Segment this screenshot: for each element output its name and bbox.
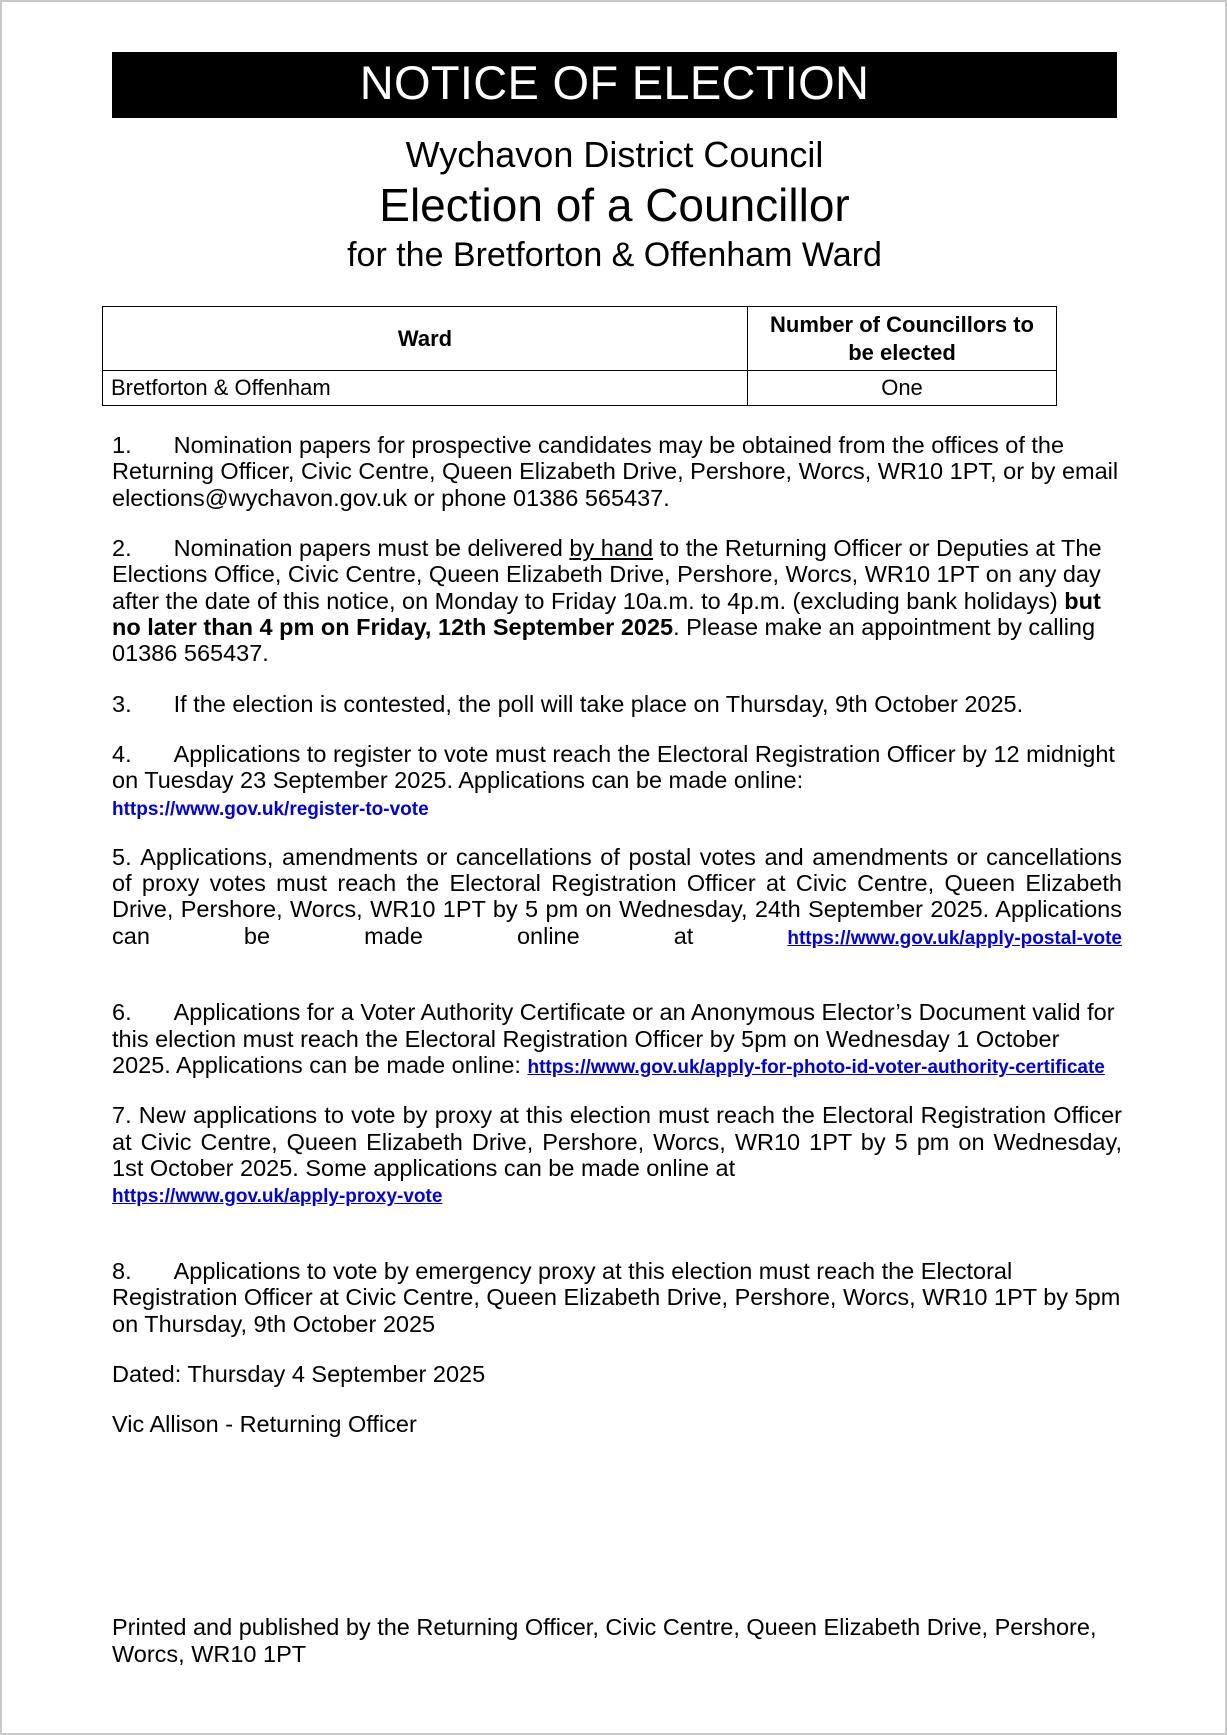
- returning-officer-signature: Vic Allison - Returning Officer: [112, 1411, 417, 1438]
- paragraph-7: [112, 1102, 1122, 1234]
- column-header-councillor-count: Number of Councillors to be elected: [748, 307, 1057, 371]
- table-header-row: [103, 307, 1057, 371]
- paragraph-3: [112, 691, 1122, 717]
- paragraph-3-text: If the election is contested, the poll will take place on Thursday, 9th October 2025.: [173, 690, 1024, 717]
- cell-councillor-count: One: [748, 371, 1057, 406]
- ward-subtitle: for the Bretforton & Offenham Ward: [347, 235, 882, 274]
- notice-banner-title: NOTICE OF ELECTION: [112, 52, 1117, 118]
- document-footer: Printed and published by the Returning Officer, Civic Centre, Queen Elizabeth Drive, Pershore, Worcs, WR10 1PT: [112, 1614, 1097, 1668]
- document-content: [112, 52, 1122, 1461]
- paragraph-2-text-c: . Please make an appointment by calling 01386 565437.: [112, 613, 1096, 667]
- cell-ward-name: Bretforton & Offenham: [103, 371, 748, 406]
- paragraph-1-text: Nomination papers for prospective candidates may be obtained from the offices of the Returning Officer, Civic Centre, Queen Elizabeth Drive, Pershore, Worcs, WR10 1PT, or by email elections@wychavon.gov.uk or phone 01386 565437.: [112, 432, 1119, 511]
- paragraph-7-number: 7.: [112, 1102, 132, 1129]
- paragraph-1-number: 1.: [112, 432, 132, 459]
- paragraph-6-number: 6.: [112, 999, 132, 1026]
- paragraph-2-text-a: Nomination papers must be delivered: [173, 535, 570, 562]
- paragraph-4-number: 4.: [112, 740, 132, 767]
- paragraph-2: [112, 535, 1122, 667]
- paragraph-6-text: Applications for a Voter Authority Certificate or an Anonymous Elector’s Document valid for this election must reach the Electoral Registration Officer by 5pm on Wednesday 1 October 2025. Applications can be made online:: [112, 999, 1115, 1079]
- apply-proxy-vote-link[interactable]: https://www.gov.uk/apply-proxy-vote: [112, 1186, 443, 1208]
- paragraph-5-number: 5.: [112, 843, 132, 870]
- dated-line: Dated: Thursday 4 September 2025: [112, 1360, 486, 1387]
- column-header-ward: Ward: [103, 307, 748, 371]
- register-to-vote-link[interactable]: https://www.gov.uk/register-to-vote: [112, 798, 429, 820]
- paragraph-3-number: 3.: [112, 690, 132, 717]
- paragraph-4-text: Applications to register to vote must reach the Electoral Registration Officer by 12 midnight on Tuesday 23 September 2025. Applications can be made online:: [112, 740, 1115, 794]
- apply-photo-id-voter-authority-certificate-link[interactable]: https://www.gov.uk/apply-for-photo-id-voter-authority-certificate: [527, 1057, 1105, 1079]
- paragraph-2-text-b: to the Returning Officer or Deputies at The Elections Office, Civic Centre, Queen Elizabeth Drive, Pershore, Worcs, WR10 1PT on any day after the date of this notice, on Monday to Friday 10a.m. to 4p.m. (excluding bank holidays): [112, 535, 1102, 614]
- paragraph-2-underlined-by-hand: by hand: [569, 535, 654, 562]
- ward-table: [102, 306, 1057, 406]
- paragraph-8: [112, 1258, 1122, 1337]
- paragraph-8-text: Applications to vote by emergency proxy at this election must reach the Electoral Registration Officer at Civic Centre, Queen Elizabeth Drive, Pershore, Worcs, WR10 1PT by 5pm on Thursday, 9th October 2025: [112, 1257, 1121, 1337]
- apply-postal-vote-link[interactable]: https://www.gov.uk/apply-postal-vote: [787, 927, 1122, 949]
- table-row: [103, 371, 1057, 406]
- council-name: Wychavon District Council: [405, 133, 824, 175]
- paragraph-2-number: 2.: [112, 535, 132, 562]
- paragraph-5-text: Applications, amendments or cancellations of postal votes and amendments or cancellations of proxy votes must reach the Electoral Registration Officer at Civic Centre, Queen Elizabeth Drive, Pershore, Worcs, WR10 1PT by 5 pm on Wednesday, 24th September 2025. Applications can be made online at: [112, 843, 1122, 949]
- body-text-section: [112, 432, 1122, 1437]
- paragraph-1: [112, 432, 1122, 511]
- paragraph-4: [112, 741, 1122, 820]
- election-title: Election of a Councillor: [379, 179, 850, 232]
- paragraph-5: [112, 844, 1122, 976]
- paragraph-7-text: New applications to vote by proxy at this election must reach the Electoral Registration Officer at Civic Centre, Queen Elizabeth Drive, Pershore, Worcs, WR10 1PT by 5 pm on Wednesday, 1st October 2025. Some applications can be made online at: [112, 1102, 1122, 1181]
- paragraph-6: [112, 999, 1122, 1078]
- paragraph-8-number: 8.: [112, 1257, 132, 1284]
- paragraph-2-bold-deadline: but no later than 4 pm on Friday, 12th September 2025: [112, 587, 1101, 640]
